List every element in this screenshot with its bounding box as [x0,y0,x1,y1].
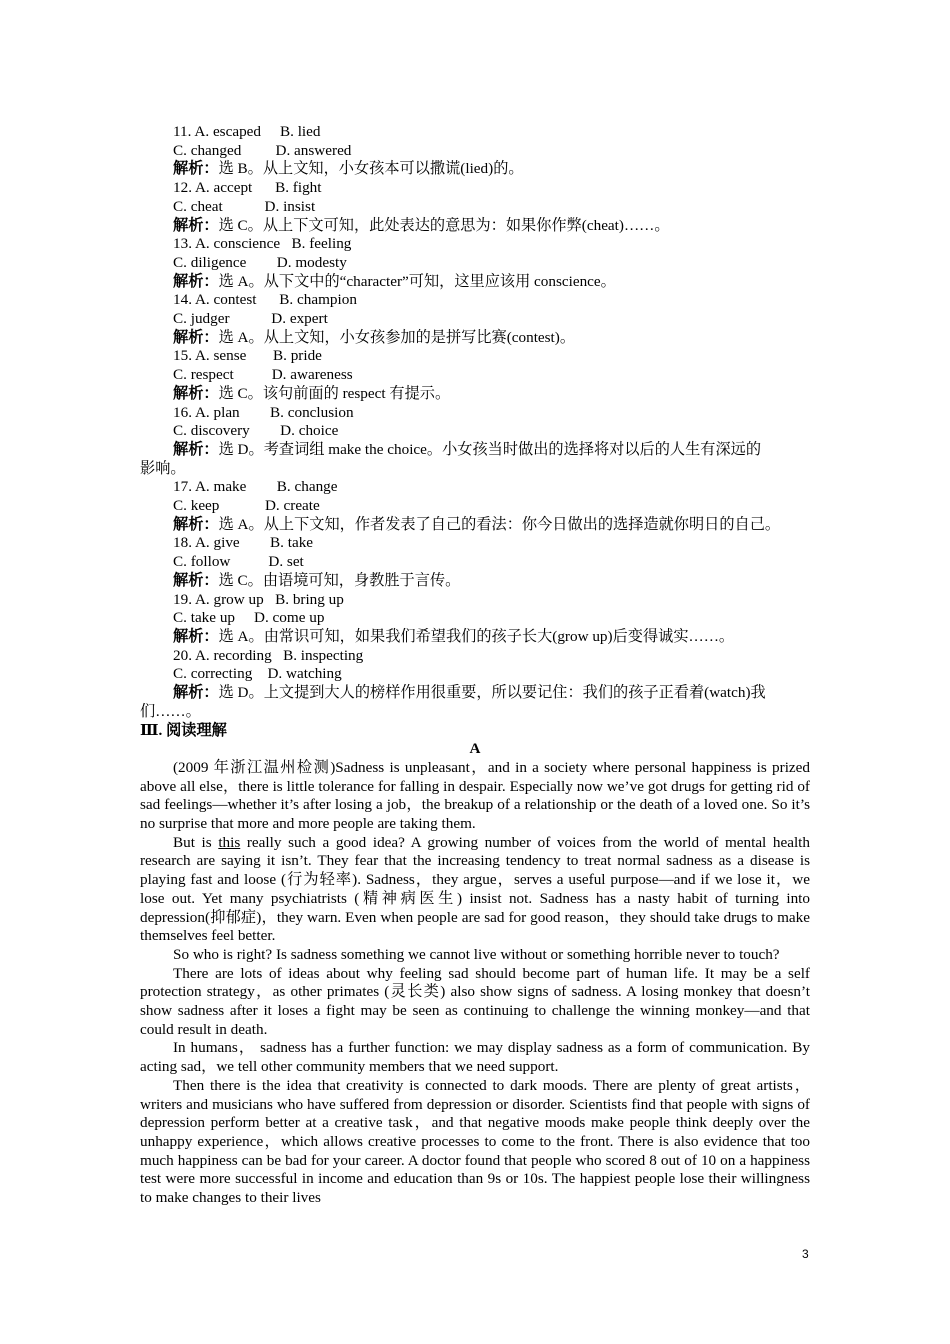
paragraph-1: (2009 年浙江温州检测)Sadness is unpleasant，and in a society where personal happiness is prized above all else，there is little tolerance for falling in despair. Especially now we’ve got drugs for getting rid of sad feelings—whether it’s after losing a job，the breakup of a relationship or the death of a loved one. So it’s no surprise that more and more people are taking them. [140,758,810,833]
question-options-cd: C. changed D. answered [173,141,352,159]
paragraph-5: In humans， sadness has a further function: we may display sadness as a form of communication. By acting sad，we tell other community members that we need support. [140,1039,810,1076]
explanation-label: 解析： [173,515,219,533]
explanation-line [140,516,810,535]
explanation-label: 解析： [173,440,219,458]
explanation-line [140,385,810,404]
explanation-text: 选 D。考查词组 make the choice。小女孩当时做出的选择将对以后的人生有深远的 [218,440,762,458]
explanation-label: 解析： [173,216,219,234]
question-options-ab: 16. A. plan B. conclusion [173,403,354,421]
explanation-label: 解析： [173,684,219,702]
question-options-cd: C. respect D. awareness [173,366,353,384]
explanation-continuation: 影响。 [140,459,186,477]
explanation-text: 选 B。从上文知，小女孩本可以撒谎(lied)的。 [218,160,524,178]
explanation-line [140,160,810,179]
explanation-line [140,441,810,460]
paragraph-2-rest: really such a good idea? A growing number of voices from the world of mental health research are saying it isn’t. They fear that the increasing tendency to treat normal sadness as a disease is playing fast and loose (行为轻率). Sadness，they argue，serves a useful purpose—and if we lose it，we lose out. Yet many psychiatrists (精神病医生) insist not. Sadness has a nasty habit of turning into depression(抑郁症)，they warn. Even when people are sad for good reason，they should take drugs to make themselves feel better. [140,833,810,945]
explanation-line [140,329,810,348]
question-options-cd: C. discovery D. choice [173,422,339,440]
question-options-ab: 12. A. accept B. fight [173,179,322,197]
question-options-cd: C. cheat D. insist [173,197,316,215]
explanation-line [140,628,810,647]
explanation-label: 解析： [173,571,219,589]
explanation-text: 选 A。从上下文知，作者发表了自己的看法：你今日做出的选择造就你明日的自己。 [218,515,781,533]
explanation-text: 选 D。上文提到大人的榜样作用很重要，所以要记住：我们的孩子正看着(watch)我 [218,684,766,702]
paragraph-2 [140,834,810,946]
document-body [140,123,826,1208]
explanation-text: 选 C。由语境可知，身教胜于言传。 [218,571,461,589]
underlined-word-this: this [218,833,241,851]
explanation-text: 选 C。该句前面的 respect 有提示。 [218,384,451,402]
question-options-cd: C. judger D. expert [173,310,328,328]
explanation-text: 选 A。由常识可知，如果我们希望我们的孩子长大(grow up)后变得诚实……。 [218,627,735,645]
paragraph-6: Then there is the idea that creativity is connected to dark moods. There are plenty of great artists，writers and musicians who have suffered from depression or disorder. Scientists find that people with signs of depression perform better at a creative task，and that negative moods make people think deeply over the unhappy experience，which allows creative processes to come to the front. There is also evidence that too much happiness can be bad for your career. A doctor found that people who scored 8 out of 10 on a happiness test were more successful in income and education than 9s or 10s. The happiest people lose their willingness to make changes to their lives [140,1076,810,1207]
question-options-ab: 20. A. recording B. inspecting [173,646,364,664]
answer-key-list [140,123,810,722]
paragraph-2-start: But is [173,833,219,851]
question-options-cd: C. keep D. create [173,497,320,515]
explanation-line [140,684,810,703]
question-options-cd: C. take up D. come up [173,609,325,627]
question-options-cd: C. diligence D. modesty [173,253,347,271]
explanation-continuation: 们……。 [140,702,201,720]
explanation-text: 选 C。从上下文可知，此处表达的意思为：如果你作弊(cheat)……。 [218,216,670,234]
paragraph-4: There are lots of ideas about why feeling sad should become part of human life. It may be a self protection strategy，as other primates (灵长类) also show signs of sadness. A losing monkey that doesn’t show sadness after it loses a fight may be seen as continuing to challenge the winning monkey—and that could result in death. [140,964,826,1038]
explanation-text: 选 A。从上文知，小女孩参加的是拼写比赛(contest)。 [218,328,576,346]
explanation-label: 解析： [173,627,219,645]
question-options-ab: 13. A. conscience B. feeling [173,235,352,253]
explanation-line [140,572,810,591]
explanation-label: 解析： [173,160,219,178]
question-options-ab: 15. A. sense B. pride [173,347,322,365]
explanation-label: 解析： [173,272,219,290]
paragraph-3: So who is right? Is sadness something we cannot live without or something horrible never to touch? [173,945,780,963]
explanation-line [140,217,810,236]
question-options-ab: 17. A. make B. change [173,478,338,496]
explanation-label: 解析： [173,328,219,346]
explanation-line [140,273,810,292]
question-options-cd: C. correcting D. watching [173,665,342,683]
question-options-ab: 11. A. escaped B. lied [173,123,321,140]
question-options-ab: 19. A. grow up B. bring up [173,590,344,608]
passage-letter: A [469,740,481,758]
question-options-cd: C. follow D. set [173,553,304,571]
explanation-text: 选 A。从下文中的“character”可知，这里应该用 conscience。 [218,272,616,290]
page-number: 3 [802,1247,809,1261]
question-options-ab: 14. A. contest B. champion [173,291,357,309]
explanation-label: 解析： [173,384,219,402]
section-title: Ⅲ. 阅读理解 [140,721,227,739]
question-options-ab: 18. A. give B. take [173,534,314,552]
